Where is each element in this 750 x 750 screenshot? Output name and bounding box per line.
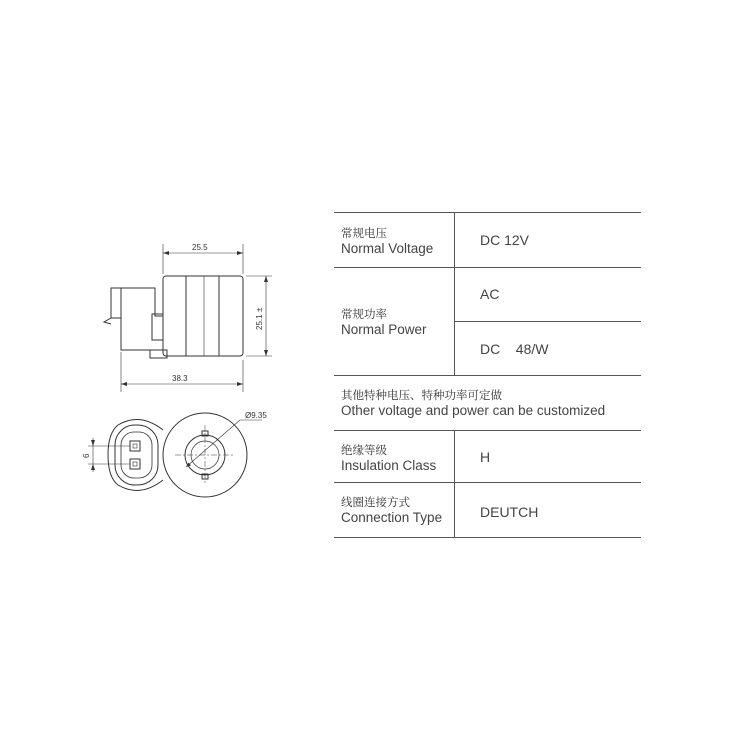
note-en: Other voltage and power can be customized [341, 403, 606, 418]
table-rule [334, 267, 641, 268]
table-rule [334, 430, 641, 431]
label-cn: 线圈连接方式 [341, 495, 410, 509]
label-cn: 绝缘等级 [341, 443, 387, 457]
table-rule [334, 212, 641, 213]
label-normal-power [341, 307, 427, 337]
bottom-lug [150, 350, 167, 358]
value-power-ac: AC [480, 286, 500, 302]
label-insulation-class [341, 443, 436, 473]
table-rule [334, 537, 641, 538]
dim-label-pin-spacing: 6 [82, 453, 91, 458]
dim-label-total-width: 38.3 [172, 374, 188, 383]
dim-label-diameter: Ø9.35 [245, 411, 267, 420]
label-normal-voltage [341, 226, 433, 256]
connector-face [115, 425, 158, 485]
dim-label-top-width: 25.5 [192, 243, 208, 252]
label-en: Connection Type [341, 510, 443, 525]
value-connection-type: DEUTCH [480, 504, 539, 520]
connector-housing [121, 288, 163, 350]
value-power-dc: DC 48/W [480, 341, 549, 357]
dim-label-height-tolerance: ± [255, 307, 264, 312]
connector-outline [108, 420, 163, 491]
connector-latch [152, 314, 163, 340]
coil-body-outline [163, 276, 243, 356]
table-rule [454, 321, 641, 322]
table-rule [334, 482, 641, 483]
label-cn: 常规电压 [341, 226, 387, 240]
side-view [104, 244, 272, 392]
label-cn: 常规功率 [341, 307, 387, 321]
dim-label-height: 25.1 [255, 314, 264, 330]
table-divider [454, 430, 455, 537]
table-divider [454, 212, 455, 375]
connector-tab [111, 288, 121, 318]
label-en: Insulation Class [341, 458, 437, 473]
pin-bottom [130, 459, 140, 469]
note-cn: 其他特种电压、特种功率可定做 [341, 388, 502, 402]
dim-leader-diameter [186, 420, 240, 467]
label-en: Normal Power [341, 322, 427, 337]
custom-note [341, 388, 605, 418]
pin-top [130, 441, 140, 451]
value-insulation-class: H [480, 449, 491, 465]
table-rule [334, 375, 641, 376]
front-view [88, 413, 262, 497]
label-en: Normal Voltage [341, 241, 434, 256]
value-normal-voltage: DC 12V [480, 232, 530, 248]
label-connection-type [341, 495, 442, 525]
